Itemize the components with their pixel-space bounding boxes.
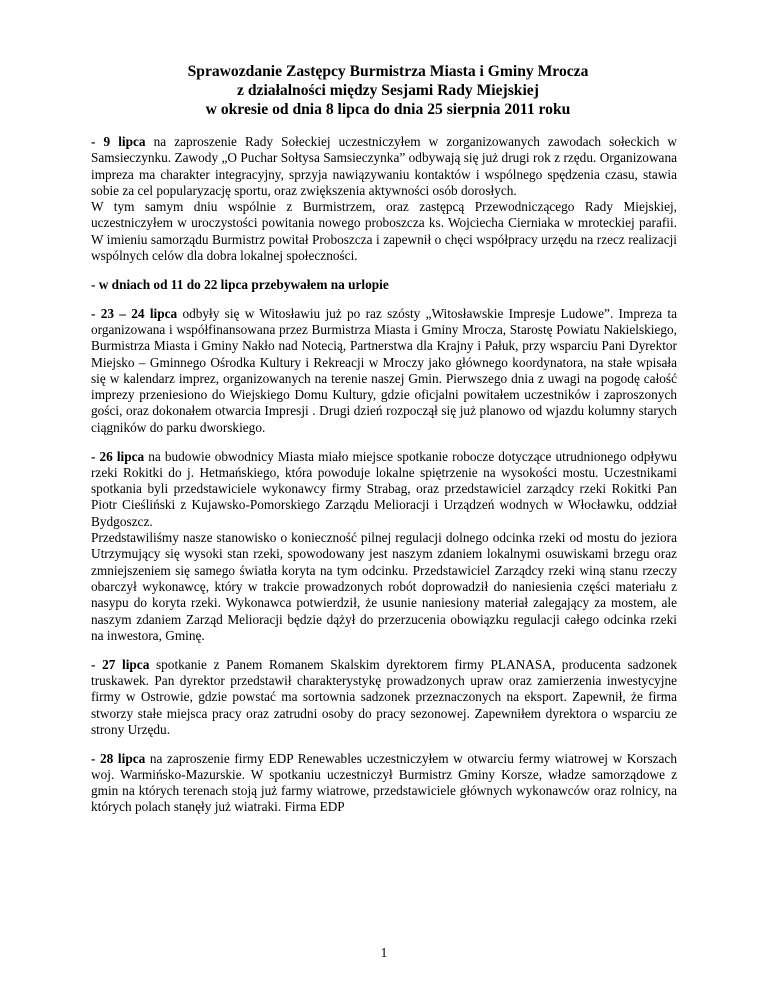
entry-text: na budowie obwodnicy Miasta miało miejsce spotkanie robocze dotyczące utrudnionego odpływu rzeki Rokitki do j. Hetmańskiego, która powoduje lokalne spiętrzenie na wysokości mostu. Uczestnikami spotkania byli przedstawiciele wykonawcy firmy Strabag, oraz przedstawiciel zarządcy rzeki Rokitki Pan Piotr Cieśliński z Kujawsko-Pomorskiego Zarządu Melioracji i Urządzeń wodnych w Włocławku, oddział Bydgoszcz. [91,448,677,529]
entry-26-lipca [91,449,677,645]
title-line-2: z działalności między Sesjami Rady Miejskiej [237,82,539,99]
title-line-3: w okresie od dnia 8 lipca do dnia 25 sierpnia 2011 roku [205,101,571,118]
page-number: 1 [380,945,388,960]
entry-text: odbyły się w Witosławiu już po raz szósty „Witosławskie Impresje Ludowe”. Impreza ta organizowana i współfinansowana przez Burmistrza Miasta i Gminy Mrocza, Starostę Powiatu Nakielskiego, Burmistrza Miasta i Gminy Nakło nad Notecią, Partnerstwa dla Krajny i Pałuk, przy wsparciu Pani Dyrektor Miejsko – Gminnego Ośrodka Kultury i Rekreacji w Mroczy jako głównego koordynatora, na stałe wpisała się w kalendarz imprez, organizowanych na terenie naszej Gmin. Pierwszego dnia z uwagi na pogodę całość imprezy przeniesiono do Wiejskiego Domu Kultury, gdzie oficjalni powitałem uczestników i zaproszonych gości, oraz dokonałem otwarcia Impresji . Drugi dzień rozpoczął się już planowo od wjazdu kolumny starych ciągników do parku dworskiego. [91,305,677,435]
entry-paragraph [91,306,677,436]
entry-paragraph [91,751,677,816]
entry-date: - 28 lipca [91,750,146,766]
document-page [91,62,677,828]
entry-date: - 9 lipca [91,134,146,149]
title-line-1: Sprawozdanie Zastępcy Burmistrza Miasta i Gminy Mrocza [187,63,589,80]
entry-text: na zaproszenie Rady Sołeckiej uczestniczyłem w zorganizowanych zawodach sołeckich w Samsieczynku. Zawody „O Puchar Sołtysa Samsieczynka” odbywają się już drugi rok z rzędu. Organizowana impreza ma charakter integracyjny, sprzyja nawiązywaniu kontaktów i wspólnego spędzenia czasu, stawia sobie za cel popularyzację sportu, oraz zwiększenia aktywności osób dorosłych. [91,134,678,198]
entry-28-lipca [91,751,677,816]
entry-23-24-lipca [91,306,677,436]
entry-date: - 27 lipca [91,656,150,672]
entry-paragraph [91,657,677,738]
entry-date: - 26 lipca [91,448,145,464]
entry-paragraph [91,134,677,199]
entry-27-lipca [91,657,677,738]
entry-paragraph [91,277,677,293]
entry-paragraph [91,449,677,530]
entry-text: spotkanie z Panem Romanem Skalskim dyrektorem firmy PLANASA, producenta sadzonek truskawek. Pan dyrektor przedstawił charakterystykę prowadzonych upraw oraz zamierzenia inwestycyjne firmy w Ostrowie, gdzie powstać ma sortownia sadzonek przeznaczonych na eksport. Zapewnił, że firma stworzy stałe miejsca pracy oraz zatrudni osoby do pracy sezonowej. Zapewniłem dyrektora o wsparciu ze strony Urzędu. [91,656,677,737]
entry-date: - w dniach od 11 do 22 lipca przebywałem na urlopie [91,276,389,292]
entry-text: na zaproszenie firmy EDP Renewables uczestniczyłem w otwarciu fermy wiatrowej w Korszach woj. Warmińsko-Mazurskie. W spotkaniu uczestniczył Burmistrz Gminy Korsze, władze samorządowe z gmin na których terenach stoją już farmy wiatrowe, przedstawiciele głównych wykonawców oraz rolnicy, na których polach stanęły już wiatraki. Firma EDP [91,750,677,815]
entry-date: - 23 – 24 lipca [91,305,178,321]
document-title [91,62,677,119]
entry-9-lipca [91,134,677,264]
entry-paragraph: W tym samym dniu wspólnie z Burmistrzem, oraz zastępcą Przewodniczącego Rady Miejskiej, uczestniczyłem w uroczystości powitania nowego proboszcza ks. Wojciecha Cierniaka w mroteckiej parafii. W imieniu samorządu Burmistrz powitał Proboszcza i zapewnił o chęci współpracy urzędu na rzecz realizacji wspólnych celów dla dobra lokalnej społeczności. [91,199,677,264]
entry-paragraph: Przedstawiliśmy nasze stanowisko o konieczność pilnej regulacji dolnego odcinka rzeki od mostu do jeziora Utrzymujący się wysoki stan rzeki, spowodowany jest naszym zdaniem lokalnymi osuwiskami brzegu oraz zmniejszeniem się samego światła koryta na tym odcinku. Przedstawiciel Zarządcy rzeki winą stanu rzeczy obarczył wykonawcę, który w trakcie prowadzonych robót doprowadził do naniesienia części materiału z nasypu do koryta rzeki. Wykonawca potwierdził, że usunie naniesiony materiał zalegający za mostem, ale naszym zdaniem Zarząd Melioracji będzie dążył do przerzucenia obowiązku regulacji całego odcinka rzeki na inwestora, Gminę. [91,530,677,643]
entry-urlop [91,277,677,293]
